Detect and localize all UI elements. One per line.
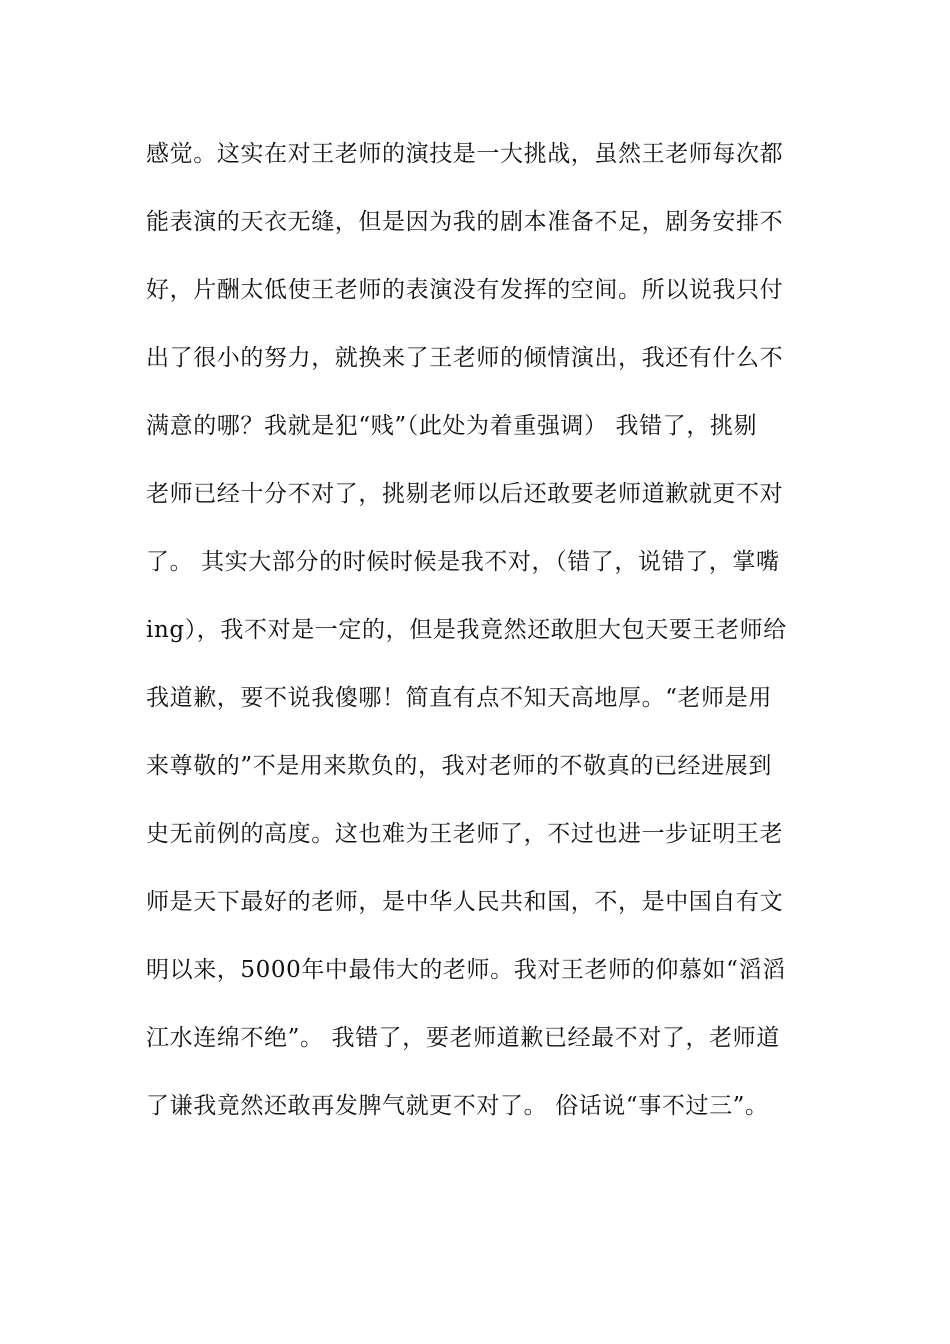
text-line: 了。 其实大部分的时候时候是我不对，（错了，说错了，掌嘴 [146,549,780,575]
text-line: 能表演的天衣无缝，但是因为我的剧本准备不足，剧务安排不 [146,209,784,235]
text-line: 好，片酬太低使王老师的表演没有发挥的空间。所以说我只付 [146,277,784,303]
text-line: 感觉。这实在对王老师的演技是一大挑战，虽然王老师每次都 [146,141,784,167]
body-text [146,126,826,1146]
text-line: ing），我不对是一定的，但是我竟然还敢胆大包天要王老师给 [146,617,787,643]
text-line: 师是天下最好的老师，是中华人民共和国，不，是中国自有文 [146,889,784,915]
text-line: 明以来，5000年中最伟大的老师。我对王老师的仰慕如“滔滔 [146,957,786,983]
text-line: 了谦我竟然还敢再发脾气就更不对了。 俗话说“事不过三”。 [146,1093,769,1119]
text-line: 史无前例的高度。这也难为王老师了，不过也进一步证明王老 [146,821,784,847]
text-line: 我道歉，要不说我傻哪！简直有点不知天高地厚。“老师是用 [146,685,772,711]
text-line: 来尊敬的”不是用来欺负的，我对老师的不敬真的已经进展到 [146,753,772,779]
text-line: 老师已经十分不对了，挑剔老师以后还敢要老师道歉就更不对 [146,481,784,507]
text-line: 出了很小的努力，就换来了王老师的倾情演出，我还有什么不 [146,345,784,371]
text-line: 江水连绵不绝”。 我错了，要老师道歉已经最不对了，老师道 [146,1025,780,1051]
text-line: 满意的哪？我就是犯“贱”（此处为着重强调） 我错了，挑剔 [146,413,758,439]
